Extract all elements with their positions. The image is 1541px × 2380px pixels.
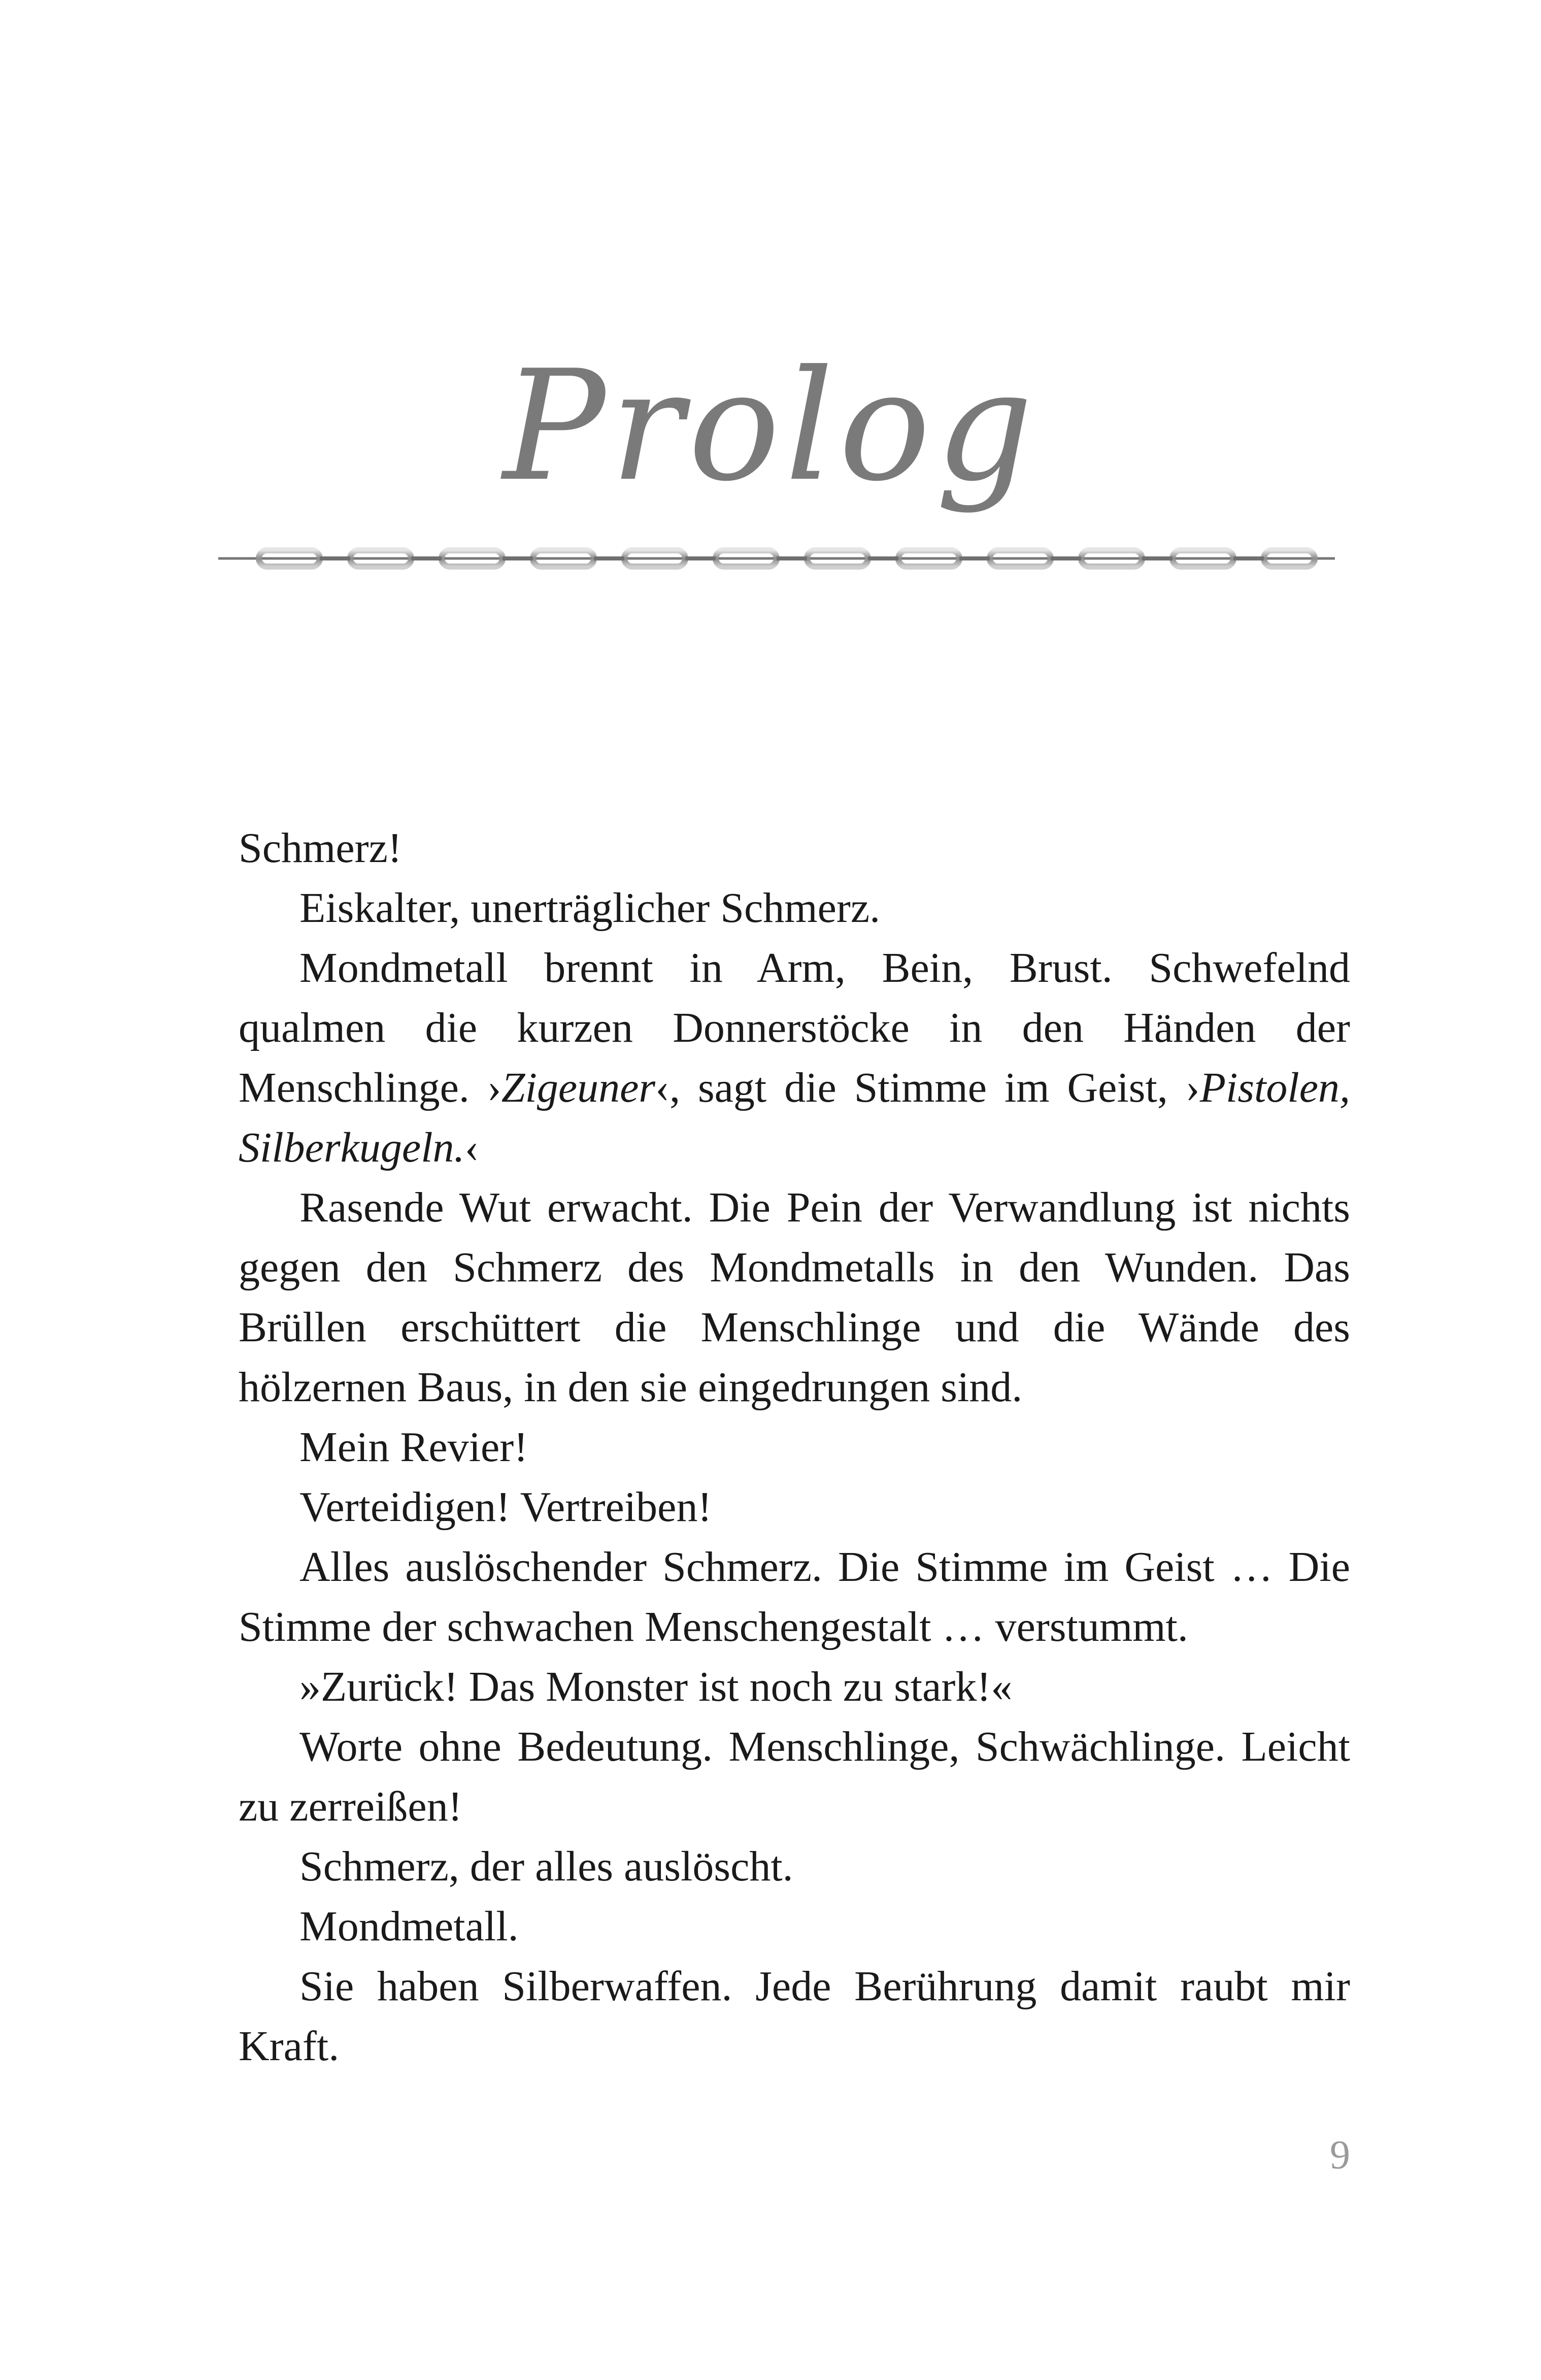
body-text <box>239 818 1350 2076</box>
paragraph: Schmerz! <box>239 824 402 872</box>
paragraph: Sie haben Silberwaffen. Jede Berührung damit raubt mir Kraft. <box>239 1963 1350 2070</box>
chain-divider-icon <box>218 538 1335 579</box>
paragraph: Eiskalter, unerträglicher Schmerz. <box>299 884 881 932</box>
paragraph-text: Mondmetall brennt in Arm, Bein, Brust. Schwefelnd qualmen die kurzen Donnerstöcke in den Händen der Menschlinge. › <box>239 944 1350 1111</box>
paragraph: »Zurück! Das Monster ist noch zu stark!« <box>299 1663 1013 1710</box>
italic-text: Zigeuner <box>501 1064 656 1111</box>
paragraph: Schmerz, der alles auslöscht. <box>299 1843 793 1890</box>
page-number: 9 <box>1330 2133 1350 2177</box>
italic-text: Pistolen, Silberkugeln. <box>239 1064 1350 1171</box>
paragraph: Alles auslöschender Schmerz. Die Stimme im Geist … Die Stimme der schwachen Menschengestalt … verstummt. <box>239 1543 1350 1650</box>
paragraph: Worte ohne Bedeutung. Menschlinge, Schwächlinge. Leicht zu zerreißen! <box>239 1723 1350 1830</box>
paragraph-text: ‹ <box>464 1124 479 1171</box>
paragraph: Mein Revier! <box>299 1424 528 1471</box>
paragraph: Rasende Wut erwacht. Die Pein der Verwandlung ist nichts gegen den Schmerz des Mondmetalls in den Wunden. Das Brüllen erschüttert die Menschlinge und die Wände des hölzernen Baus, in den sie eingedrungen sind. <box>239 1184 1350 1411</box>
paragraph <box>239 938 1350 1178</box>
paragraph-text: ‹, sagt die Stimme im Geist, › <box>655 1064 1200 1111</box>
paragraph: Mondmetall. <box>299 1903 519 1950</box>
chapter-title: Prolog <box>502 338 1038 515</box>
paragraph: Verteidigen! Vertreiben! <box>299 1483 712 1531</box>
